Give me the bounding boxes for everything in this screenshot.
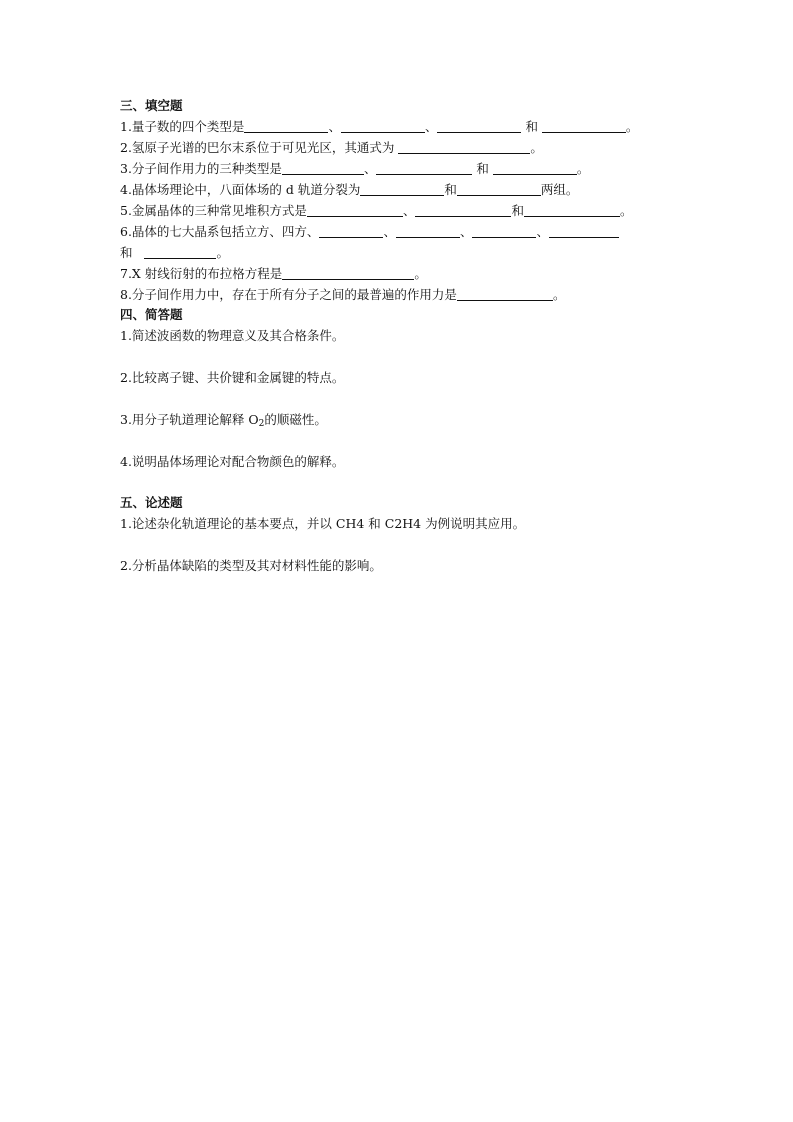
question-3-8: [120, 284, 680, 305]
answer-space: [120, 534, 680, 555]
answer-blank[interactable]: [457, 286, 553, 301]
answer-blank[interactable]: [415, 202, 511, 217]
question-5-1: 1.论述杂化轨道理论的基本要点，并以 CH4 和 C2H4 为例说明其应用。: [120, 516, 526, 531]
question-text: 的顺磁性。: [264, 412, 327, 427]
punctuation: 两组。: [540, 182, 579, 197]
punctuation: 。: [619, 203, 633, 218]
separator: 、: [363, 161, 377, 176]
question-3-3: [120, 158, 680, 179]
separator: 、: [402, 203, 416, 218]
conjunction: 和: [444, 182, 457, 197]
answer-blank[interactable]: [396, 223, 460, 238]
conjunction: 和: [472, 161, 493, 176]
question-3-5: [120, 200, 680, 221]
answer-blank[interactable]: [360, 181, 444, 196]
separator: 、: [328, 119, 341, 134]
answer-blank[interactable]: [319, 223, 383, 238]
answer-blank[interactable]: [144, 244, 216, 259]
answer-blank[interactable]: [542, 118, 626, 133]
answer-blank[interactable]: [244, 118, 328, 133]
conjunction: 和: [511, 203, 524, 218]
question-5-2: 2.分析晶体缺陷的类型及其对材料性能的影响。: [120, 558, 382, 573]
conjunction: 和: [521, 119, 542, 134]
question-text: 3.用分子轨道理论解释 O: [120, 412, 259, 427]
answer-blank[interactable]: [549, 223, 619, 238]
punctuation: 。: [414, 266, 427, 281]
section-4-title: 四、简答题: [120, 307, 183, 322]
punctuation: 。: [530, 140, 543, 155]
question-text: 3.分子间作用力的三种类型是: [120, 161, 282, 176]
question-text: 1.量子数的四个类型是: [120, 119, 245, 134]
separator: 、: [383, 224, 396, 239]
answer-blank[interactable]: [307, 202, 403, 217]
question-3-7: [120, 263, 680, 284]
question-text: 8.分子间作用力中，存在于所有分子之间的最普遍的作用力是: [120, 287, 457, 302]
answer-blank[interactable]: [282, 160, 364, 175]
question-4-1: 1.简述波函数的物理意义及其合格条件。: [120, 328, 345, 343]
answer-blank[interactable]: [457, 181, 541, 196]
question-4-2: 2.比较离子键、共价键和金属键的特点。: [120, 370, 345, 385]
answer-blank[interactable]: [437, 118, 521, 133]
separator: 、: [536, 224, 549, 239]
question-3-4: [120, 179, 680, 200]
punctuation: 。: [552, 287, 566, 302]
conjunction: 和: [120, 245, 137, 260]
answer-blank[interactable]: [472, 223, 536, 238]
question-3-2: [120, 137, 680, 158]
answer-space: [120, 430, 680, 451]
answer-space: [120, 472, 680, 493]
separator: 、: [424, 119, 438, 134]
punctuation: 。: [216, 245, 229, 260]
question-4-3: [120, 409, 680, 430]
answer-space: [120, 388, 680, 409]
answer-blank[interactable]: [376, 160, 472, 175]
punctuation: 。: [576, 161, 590, 176]
question-text: 6.晶体的七大晶系包括立方、四方、: [120, 224, 320, 239]
separator: 、: [459, 224, 473, 239]
question-3-1: [120, 116, 680, 137]
question-text: 2.氢原子光谱的巴尔末系位于可见光区，其通式为: [120, 140, 399, 155]
punctuation: 。: [625, 119, 639, 134]
question-text: 4.晶体场理论中，八面体场的 d 轨道分裂为: [120, 182, 361, 197]
exam-page: [120, 96, 680, 576]
question-4-4: 4.说明晶体场理论对配合物颜色的解释。: [120, 454, 345, 469]
subscript: 2: [258, 419, 265, 429]
section-3-title: 三、填空题: [120, 98, 183, 113]
answer-blank[interactable]: [398, 139, 530, 154]
answer-space: [120, 346, 680, 367]
section-5-title: 五、论述题: [120, 495, 183, 510]
answer-blank[interactable]: [524, 202, 620, 217]
answer-blank[interactable]: [493, 160, 577, 175]
question-3-6: [120, 221, 680, 242]
answer-blank[interactable]: [282, 265, 414, 280]
question-3-6-continued: [120, 242, 680, 263]
answer-blank[interactable]: [341, 118, 425, 133]
question-text: 7.X 射线衍射的布拉格方程是: [120, 266, 283, 281]
question-text: 5.金属晶体的三种常见堆积方式是: [120, 203, 307, 218]
